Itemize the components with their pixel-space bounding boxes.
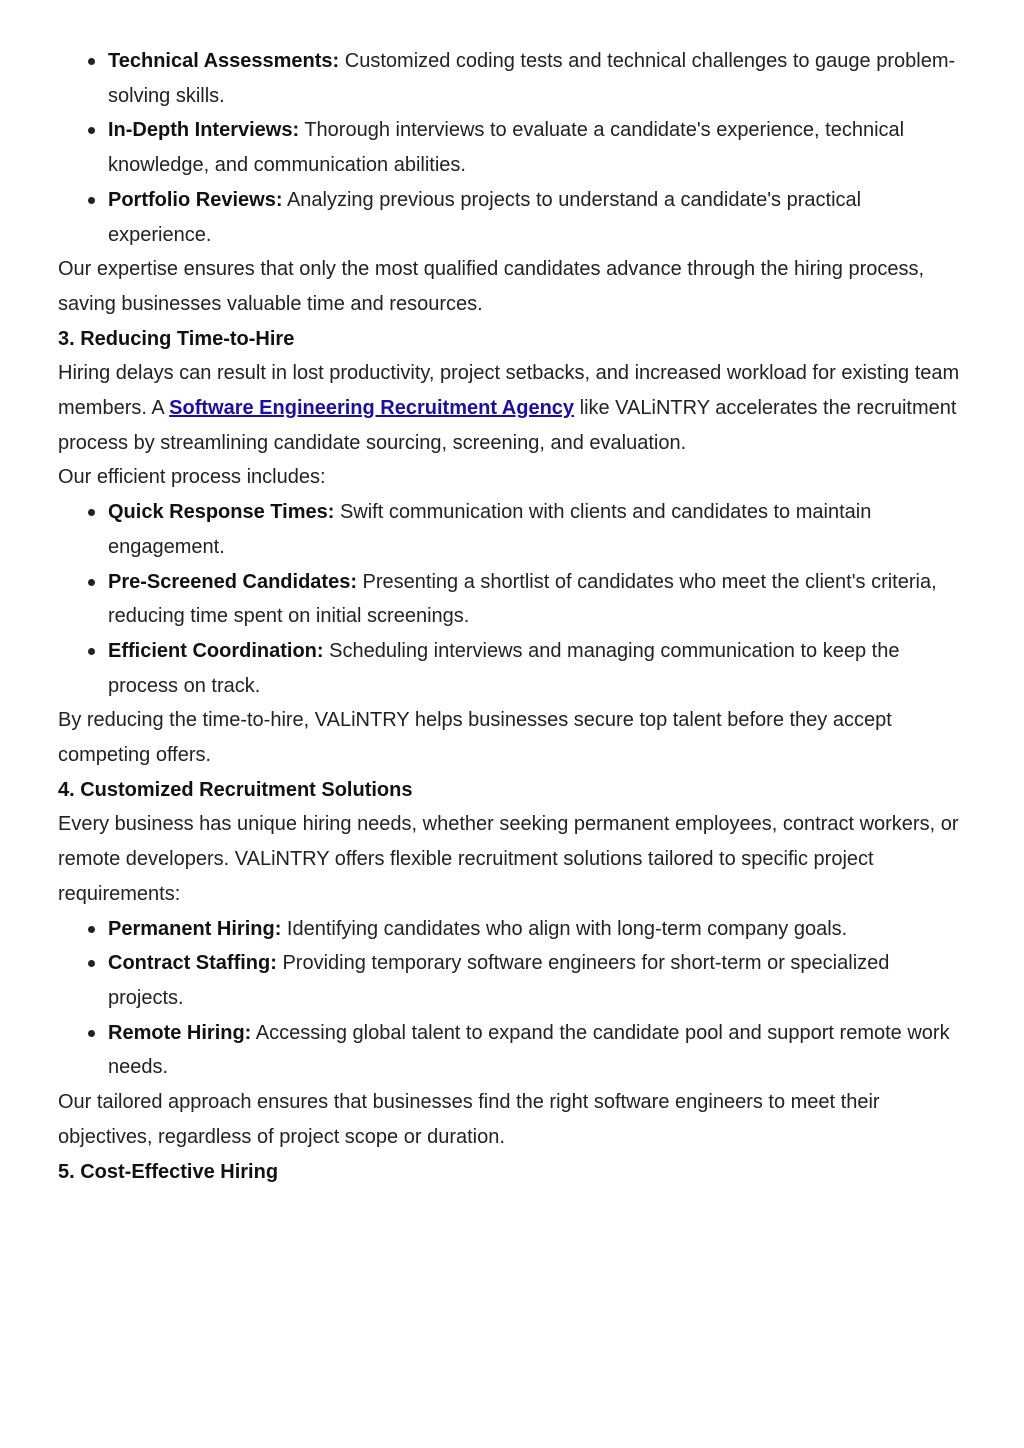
list-item: [108, 634, 960, 703]
list-item-term: Efficient Coordination:: [108, 639, 324, 662]
list-item-desc: Swift communication with clients and candidates to maintain engagement.: [108, 501, 872, 558]
list-item: [108, 565, 960, 634]
section-heading-customized-solutions: 4. Customized Recruitment Solutions: [58, 778, 413, 801]
list-item: [108, 183, 960, 252]
list-item: [108, 946, 960, 1015]
list-item-desc: Customized coding tests and technical challenges to gauge problem-solving skills.: [108, 50, 956, 107]
list-item: [108, 113, 960, 182]
intro-text-after: like VALiNTRY accelerates the recruitment process by streamlining candidate sourcing, screening, and evaluation.: [58, 397, 957, 454]
time-to-hire-intro: [58, 356, 960, 460]
list-item-desc: Scheduling interviews and managing communication to keep the process on track.: [108, 639, 900, 697]
list-item-desc: Identifying candidates who align with long-term company goals.: [286, 917, 848, 940]
expertise-paragraph: Our expertise ensures that only the most qualified candidates advance through the hiring process, saving businesses valuable time and resources.: [58, 258, 925, 315]
list-item-desc: Providing temporary software engineers for short-term or specialized projects.: [108, 952, 890, 1009]
section-heading-time-to-hire: 3. Reducing Time-to-Hire: [58, 327, 295, 350]
list-item: [108, 44, 960, 113]
list-item-term: In-Depth Interviews:: [108, 119, 300, 142]
list-item-term: Permanent Hiring:: [108, 917, 282, 940]
list-item-term: Remote Hiring:: [108, 1021, 252, 1044]
time-to-hire-closing: By reducing the time-to-hire, VALiNTRY helps businesses secure top talent before they accept competing offers.: [58, 709, 892, 767]
list-item: [108, 912, 960, 947]
list-item-desc: Thorough interviews to evaluate a candidate's experience, technical knowledge, and communication abilities.: [108, 119, 905, 177]
intro-text-before: Hiring delays can result in lost productivity, project setbacks, and increased workload for existing team members. A: [58, 362, 960, 420]
list-item-term: Quick Response Times:: [108, 501, 335, 524]
list-item-term: Contract Staffing:: [108, 952, 277, 975]
list-item: [108, 495, 960, 564]
list-item-term: Technical Assessments:: [108, 50, 340, 72]
efficient-process-list: [58, 495, 960, 703]
assessment-methods-list: [58, 44, 960, 252]
process-lead: Our efficient process includes:: [58, 466, 326, 489]
list-item-desc: Accessing global talent to expand the candidate pool and support remote work needs.: [108, 1021, 950, 1079]
customized-solutions-closing: Our tailored approach ensures that businesses find the right software engineers to meet their objectives, regardless of project scope or duration.: [58, 1091, 880, 1148]
customized-solutions-intro: Every business has unique hiring needs, whether seeking permanent employees, contract workers, or remote developers. VALiNTRY offers flexible recruitment solutions tailored to specific project requirements:: [58, 813, 959, 905]
list-item-term: Portfolio Reviews:: [108, 188, 283, 211]
list-item-term: Pre-Screened Candidates:: [108, 570, 357, 593]
section-heading-cost-effective: 5. Cost-Effective Hiring: [58, 1160, 279, 1183]
list-item-desc: Analyzing previous projects to understand a candidate's practical experience.: [108, 188, 862, 246]
recruitment-agency-link[interactable]: Software Engineering Recruitment Agency: [169, 397, 575, 420]
list-item-desc: Presenting a shortlist of candidates who meet the client's criteria, reducing time spent on initial screenings.: [108, 570, 937, 628]
list-item: [108, 1016, 960, 1085]
recruitment-solutions-list: [58, 912, 960, 1086]
